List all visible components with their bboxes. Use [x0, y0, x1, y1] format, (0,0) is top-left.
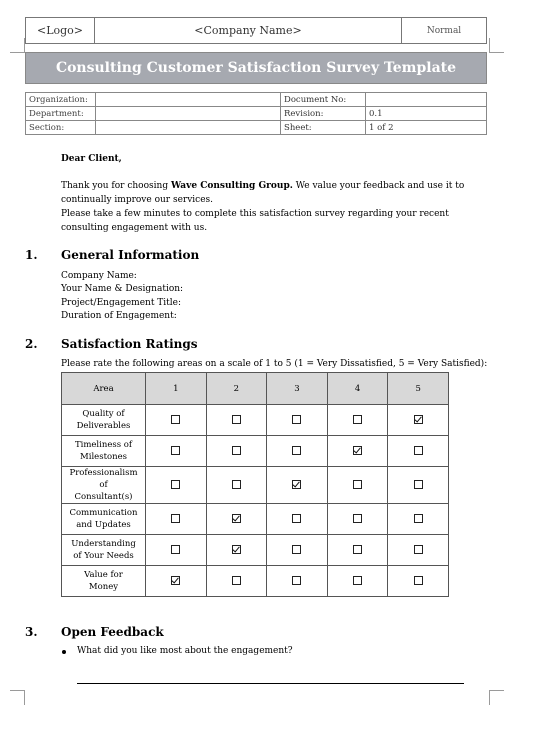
column-header-4: 4 [327, 373, 388, 405]
rating-area-line: Consultant(s) [74, 492, 133, 502]
sheet-label: Sheet: [281, 121, 366, 135]
department-label: Department: [26, 107, 96, 121]
letter-paragraph-1 [61, 180, 491, 207]
rating-cell-5 [388, 566, 449, 597]
rating-cell-3 [267, 436, 328, 467]
logo-placeholder: <Logo> [26, 18, 95, 44]
document-meta-table [25, 92, 487, 135]
checkbox-icon[interactable] [353, 514, 362, 523]
checkbox-icon[interactable] [232, 576, 241, 585]
style-label: Normal [402, 18, 487, 44]
table-row [62, 535, 449, 566]
section-label: Section: [26, 121, 96, 135]
feedback-answer-line[interactable] [77, 683, 464, 684]
checkbox-icon[interactable] [292, 545, 301, 554]
crop-mark-bottom-left [10, 690, 25, 705]
checkbox-icon[interactable] [353, 576, 362, 585]
rating-cell-5 [388, 436, 449, 467]
checkbox-icon[interactable] [232, 480, 241, 489]
rating-cell-5 [388, 504, 449, 535]
rating-area-line: Deliverables [76, 421, 131, 431]
rating-cell-4 [327, 436, 388, 467]
document-no-value[interactable] [366, 93, 487, 107]
letter-paragraph-2 [61, 208, 491, 235]
column-header-3: 3 [267, 373, 328, 405]
rating-cell-4 [327, 467, 388, 504]
rating-cell-1 [146, 504, 207, 535]
table-row [62, 405, 449, 436]
checkbox-icon[interactable] [171, 446, 180, 455]
rating-cell-2 [206, 436, 267, 467]
section-2-title: Satisfaction Ratings [61, 337, 198, 351]
rating-cell-4 [327, 504, 388, 535]
rating-area-line: Money [88, 582, 119, 592]
checkbox-icon[interactable] [353, 480, 362, 489]
checkbox-icon[interactable] [414, 545, 423, 554]
checkbox-icon[interactable] [232, 446, 241, 455]
checkbox-icon[interactable] [292, 446, 301, 455]
rating-cell-4 [327, 405, 388, 436]
rating-area-line: of Your Needs [73, 551, 134, 561]
checkbox-icon[interactable] [232, 415, 241, 424]
checkbox-icon[interactable] [171, 480, 180, 489]
table-row [62, 504, 449, 535]
rating-area-line: Communication [69, 508, 138, 518]
rating-cell-5 [388, 535, 449, 566]
crop-mark-bottom-right [489, 690, 504, 705]
section-3-number: 3. [25, 625, 38, 639]
rating-area-label [62, 467, 146, 504]
checkbox-icon[interactable] [353, 545, 362, 554]
rating-cell-3 [267, 535, 328, 566]
column-header-1: 1 [146, 373, 207, 405]
section-1-title: General Information [61, 248, 200, 262]
checkbox-icon[interactable] [171, 545, 180, 554]
rating-cell-1 [146, 436, 207, 467]
letter-p1-start: Thank you for choosing [61, 181, 171, 191]
rating-area-line: Understanding [71, 539, 136, 549]
checked-checkbox-icon[interactable] [292, 480, 301, 489]
table-row [62, 436, 449, 467]
organization-label: Organization: [26, 93, 96, 107]
section-2-number: 2. [25, 337, 38, 351]
letter-p1-line2: continually improve our services. [61, 194, 214, 205]
rating-cell-3 [267, 467, 328, 504]
feedback-question: What did you like most about the engagement? [77, 646, 293, 656]
letter-p2-line1: Please take a few minutes to complete this satisfaction survey regarding your recent [61, 209, 449, 219]
rating-cell-1 [146, 535, 207, 566]
column-header-2: 2 [206, 373, 267, 405]
rating-area-line: and Updates [76, 520, 131, 530]
checked-checkbox-icon[interactable] [232, 545, 241, 554]
sheet-value[interactable]: 1 of 2 [366, 121, 487, 135]
document-no-label: Document No: [281, 93, 366, 107]
checkbox-icon[interactable] [171, 514, 180, 523]
company-name-bold: Wave Consulting Group. [170, 181, 293, 191]
section-value[interactable] [96, 121, 281, 135]
letter-p1-end: We value your feedback and use it to [292, 181, 465, 191]
section-1-number: 1. [25, 248, 38, 262]
general-info-field: Duration of Engagement: [61, 311, 177, 321]
rating-area-line: Quality of [82, 409, 125, 419]
rating-cell-1 [146, 566, 207, 597]
checkbox-icon[interactable] [171, 415, 180, 424]
organization-value[interactable] [96, 93, 281, 107]
checkbox-icon[interactable] [292, 415, 301, 424]
rating-cell-1 [146, 405, 207, 436]
general-info-field: Project/Engagement Title: [61, 298, 182, 308]
rating-area-label [62, 535, 146, 566]
checkbox-icon[interactable] [292, 576, 301, 585]
rating-area-label [62, 436, 146, 467]
checkbox-icon[interactable] [414, 480, 423, 489]
rating-area-label [62, 405, 146, 436]
checkbox-icon[interactable] [292, 514, 301, 523]
checkbox-icon[interactable] [414, 446, 423, 455]
rating-header-row [62, 373, 449, 405]
column-header-area: Area [62, 373, 146, 405]
revision-value[interactable]: 0.1 [366, 107, 487, 121]
rating-cell-2 [206, 504, 267, 535]
rating-cell-5 [388, 405, 449, 436]
rating-cell-3 [267, 566, 328, 597]
crop-mark-top-left [10, 38, 25, 53]
section-3-title: Open Feedback [61, 625, 164, 639]
rating-cell-4 [327, 566, 388, 597]
crop-mark-top-right [489, 38, 504, 53]
rating-cell-3 [267, 405, 328, 436]
general-info-field: Company Name: [61, 271, 137, 281]
table-row [62, 467, 449, 504]
checkbox-icon[interactable] [414, 514, 423, 523]
rating-area-label [62, 504, 146, 535]
document-title: Consulting Customer Satisfaction Survey Template [25, 52, 487, 84]
rating-cell-5 [388, 467, 449, 504]
checked-checkbox-icon[interactable] [353, 446, 362, 455]
document-header [25, 17, 487, 44]
department-value[interactable] [96, 107, 281, 121]
checkbox-icon[interactable] [353, 415, 362, 424]
rating-cell-2 [206, 405, 267, 436]
column-header-5: 5 [388, 373, 449, 405]
rating-instruction: Please rate the following areas on a scale of 1 to 5 (1 = Very Dissatisfied, 5 = Very Satisfied): [61, 359, 488, 369]
rating-area-line: Milestones [80, 452, 127, 462]
company-name-placeholder: <Company Name> [95, 18, 402, 44]
rating-area-label [62, 566, 146, 597]
rating-cell-3 [267, 504, 328, 535]
bullet-icon [62, 650, 66, 654]
checked-checkbox-icon[interactable] [171, 576, 180, 585]
table-row [62, 566, 449, 597]
rating-area-line: Timeliness of [74, 440, 133, 450]
checkbox-icon[interactable] [414, 576, 423, 585]
rating-cell-2 [206, 467, 267, 504]
rating-cell-1 [146, 467, 207, 504]
rating-area-line: Professionalism [69, 468, 138, 478]
rating-cell-4 [327, 535, 388, 566]
revision-label: Revision: [281, 107, 366, 121]
checked-checkbox-icon[interactable] [414, 415, 423, 424]
letter-greeting: Dear Client, [61, 154, 122, 164]
rating-cell-2 [206, 566, 267, 597]
satisfaction-rating-table [61, 372, 449, 597]
rating-cell-2 [206, 535, 267, 566]
rating-area-line: Value for [84, 570, 123, 580]
letter-p2-line2: consulting engagement with us. [61, 222, 208, 233]
checked-checkbox-icon[interactable] [232, 514, 241, 523]
general-info-field: Your Name & Designation: [61, 284, 184, 294]
rating-area-line: of [99, 480, 108, 490]
